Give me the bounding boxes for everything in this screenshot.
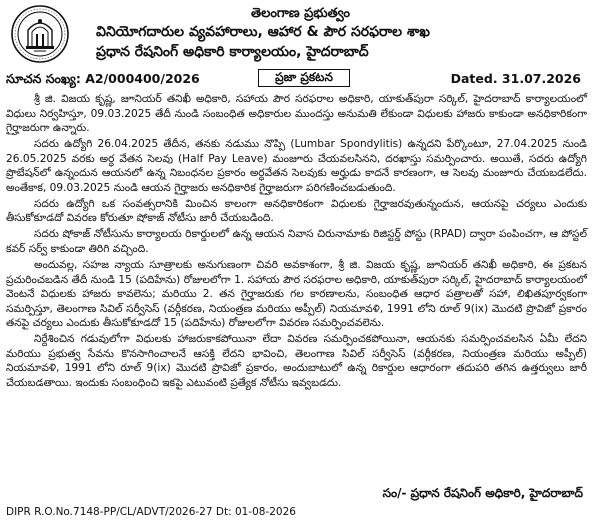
department-name: వినియోగదారుల వ్యవహారాలు, ఆహార & పౌర సరఫరాల శాఖ [96,24,430,40]
header-lines [76,4,577,62]
telangana-state-emblem-icon [10,4,70,64]
notice-header [6,4,587,66]
notice-paragraph: సదరు షోకాజ్ నోటీసును కార్యాలయ రికార్డులలో ఉన్న ఆయన నివాస చిరునామాకు రిజిస్టర్డ్ పోస్టు (RPAD) ద్వారా పంపించగా, ఆ పోస్టల్ కవర్ సర్వ్ కాకుండా తిరిగి వచ్చింది. [6,228,587,255]
reference-row [6,69,587,89]
notice-title-box: ప్రజా ప్రకటన [258,69,350,87]
notice-body [6,92,587,390]
reference-value: A2/000400/2026 [85,71,200,86]
government-name: తెలంగాణ ప్రభుత్వం [251,6,350,21]
notice-paragraph: నిర్దేశించిన గడువులోగా విధులకు హాజరుకాకపోయినా లేదా వివరణ సమర్పించకపోయినా, ఆయనకు సమర్పించవలసిన ఏమీ లేదని మరియు ప్రభుత్వ సేవను కొనసాగించాలనే ఆసక్తి లేదని భావించి, తెలంగాణ సివిల్ సర్వీసెస్ (వర్గీకరణ, నియంత్రణ మరియు అప్పీల్) నియమావళి, 1991 లోని రూల్ 9(ix) మొదటి ప్రొవిజో ప్రకారం, అందుబాటులో ఉన్న రికార్డుల ఆధారంగా తదుపరి తగిన ఉత్తర్వులు జారీ చేయబడతాయి. ఇందుకు సంబంధించి ఇకపై ఎటువంటి ప్రత్యేక నోటీసు ఇవ్వబడదు. [6,333,587,389]
dipr-release-number: DIPR R.O.No.7148-PP/CL/ADVT/2026-27 Dt: 01-08-2026 [6,506,296,518]
reference-number [6,71,200,90]
office-name: ప్రధాన రేషనింగ్ అధికారి కార్యాలయం, హైదరాబాద్ [96,44,369,60]
signature-line: సం/- ప్రధాన రేషనింగ్ అధికారి, హైదరాబాద్ [382,486,583,500]
notice-paragraph: శ్రీ జి. విజయ కృష్ణ, జూనియర్ తనిఖీ అధికారి, సహాయ పౌర సరఫరాల అధికారి, యాకుత్‌పురా సర్కిల్, హైదరాబాద్ కార్యాలయంలో విధులు నిర్వహిస్తూ, 09.03.2025 తేదీ నుండి సంబంధిత అధికారుల ముందస్తు అనుమతి లేకుండా విధులకు హాజరు కాకుండా అనధికారికంగా గైర్హాజరుగా ఉన్నారు. [6,93,587,135]
notice-footer [6,486,587,518]
notice-date: Dated. 31.07.2026 [450,71,581,86]
notice-paragraph: సదరు ఉద్యోగి ఒక సంవత్సరానికి మించిన కాలంగా అనధికారికంగా విధులకు గైర్హాజరవుతున్నందున, ఆయనపై చర్యలు ఎందుకు తీసుకోకూడదో వివరణ కోరుతూ షోకాజ్ నోటీసు జారీ చేయబడింది. [6,197,587,225]
notice-paragraph: అందువల్ల, సహజ న్యాయ సూత్రాలకు అనుగుణంగా చివరి అవకాశంగా, శ్రీ జి. విజయ కృష్ణ, జూనియర్ తనిఖీ అధికారి, ఈ ప్రకటన ప్రచురించబడిన తేదీ నుండి 15 (పదిహేను) రోజులలోగా 1. సహాయ పౌర సరఫరాల అధికారి, యాకుత్‌పురా సర్కిల్, హైదరాబాద్ కార్యాలయంలో వెంటనే విధులకు హాజరు కావలెను; మరియు 2. తన గైర్హాజరుకు గల కారణాలను, సంబంధిత ఆధార పత్రాలతో సహా, లిఖితపూర్వకంగా సమర్పిస్తూ, తెలంగాణ సివిల్ సర్వీసెస్ (వర్గీకరణ, నియంత్రణ మరియు అప్పీల్) నియమావళి, 1991 లోని రూల్ 9(ix) మొదటి ప్రొవిజో ప్రకారం తనపై చర్యలు ఎందుకు తీసుకోకూడదో 15 (పదిహేను) రోజులలోగా వివరణ సమర్పించవలెను. [6,259,587,330]
notice-paragraph: సదరు ఉద్యోగి 26.04.2025 తేదీన, తనకు నడుము నొప్పి (Lumbar Spondylitis) ఉన్నదని పేర్కొంటూ, 27.04.2025 నుండి 26.05.2025 వరకు అర్ధ వేతన సెలవు (Half Pay Leave) మంజూరు చేయవలసినని, దరఖాస్తు సమర్పించారు. అయితే, సదరు ఉద్యోగి ప్రొబేషన్‌లో ఉన్నందున ఆయనలో ఉన్న నిబంధనల ప్రకారం అర్ధవేతన సెలవుకు అర్హుడు కాదనే కారణంగా, ఆ సెలవు మంజూరు చేయబడలేదు. అంతేకాక, 09.03.2025 నుండి ఆయన గైర్హాజరు అనధికారిక గైర్హాజరుగా పరిగణించబడుతుంది. [6,138,587,194]
reference-label: సూచన సంఖ్య: [6,71,81,86]
